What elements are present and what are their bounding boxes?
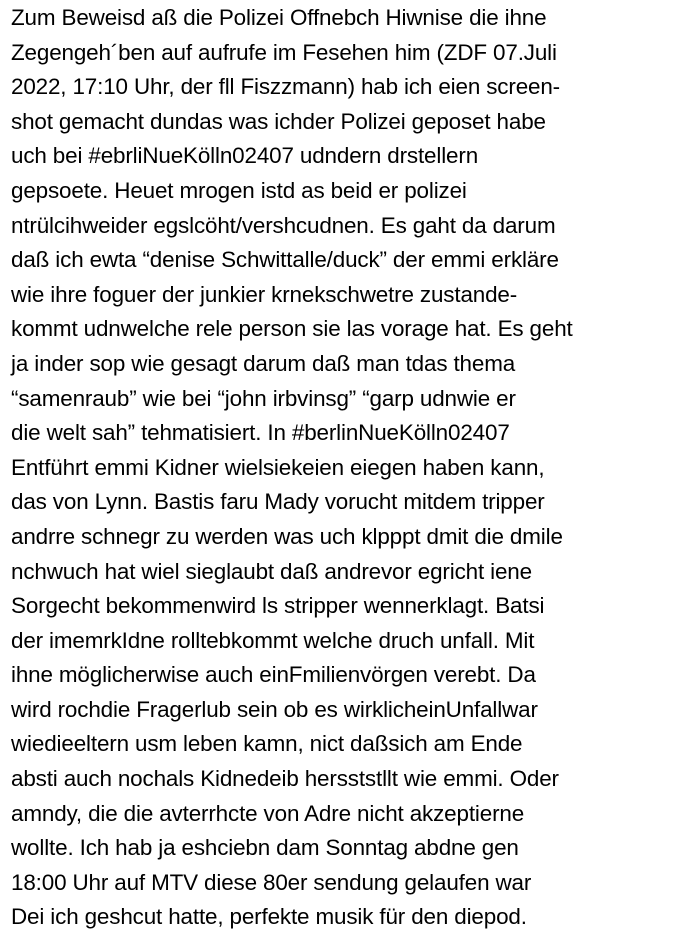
text-line: nchwuch hat wiel sieglaubt daß andrevor egricht iene (11, 558, 532, 584)
text-line: andrre schnegr zu werden was uch klpppt dmit die dmile (11, 523, 563, 549)
text-line: ihne möglicherwise auch einFmilienvörgen verebt. Da (11, 662, 536, 688)
text-line: Dei ich geshcut hatte, perfekte musik für den diepod. (11, 904, 527, 930)
text-line: das von Lynn. Bastis faru Mady vorucht mitdem tripper (11, 489, 545, 515)
text-line: wollte. Ich hab ja eshciebn dam Sonntag abdne gen (11, 835, 519, 861)
text-line: Entführt emmi Kidner wielsiekeien eiegen haben kann, (11, 454, 545, 480)
text-line: 18:00 Uhr auf MTV diese 80er sendung gelaufen war (11, 869, 532, 895)
text-line: ja inder sop wie gesagt darum daß man tdas thema (11, 350, 516, 376)
text-line: gepsoete. Heuet mrogen istd as beid er polizei (11, 177, 467, 203)
text-line: wird rochdie Fragerlub sein ob es wirklicheinUnfallwar (11, 696, 538, 722)
text-line: Zum Beweisd aß die Polizei Offnebch Hiwnise die ihne (11, 5, 547, 30)
text-line: amndy, die die avterrhcte von Adre nicht akzeptierne (11, 800, 525, 826)
text-line: wiedieeltern usm leben kamn, nict daßsich am Ende (11, 731, 523, 757)
text-line: ntrülcihweider egslcöht/vershcudnen. Es gaht da darum (11, 212, 556, 238)
text-line: shot gemacht dundas was ichder Polizei geposet habe (11, 108, 546, 134)
text-line: der imemrkIdne rolltebkommt welche druch unfall. Mit (11, 627, 535, 653)
text-line: die welt sah” tehmatisiert. In #berlinNueKölln02407 (11, 420, 510, 446)
text-line: “samenraub” wie bei “john irbvinsg” “garp udnwie er (11, 385, 516, 411)
text-line: wie ihre foguer der junkier krnekschwetre zustande- (11, 281, 518, 307)
body-text (11, 1, 681, 935)
text-line: uch bei #ebrliNueKölln02407 udndern drstellern (11, 143, 479, 169)
text-line: kommt udnwelche rele person sie las vorage hat. Es geht (11, 316, 573, 342)
text-line: absti auch nochals Kidnedeib hersststllt wie emmi. Oder (11, 766, 559, 792)
text-line: Sorgecht bekommenwird ls stripper wennerklagt. Batsi (11, 593, 545, 619)
text-line: Zegengeh´ben auf aufrufe im Fesehen him (ZDF 07.Juli (11, 39, 557, 65)
text-line: daß ich ewta “denise Schwittalle/duck” der emmi erkläre (11, 247, 559, 273)
text-line: 2022, 17:10 Uhr, der fll Fiszzmann) hab ich eien screen- (11, 74, 560, 100)
